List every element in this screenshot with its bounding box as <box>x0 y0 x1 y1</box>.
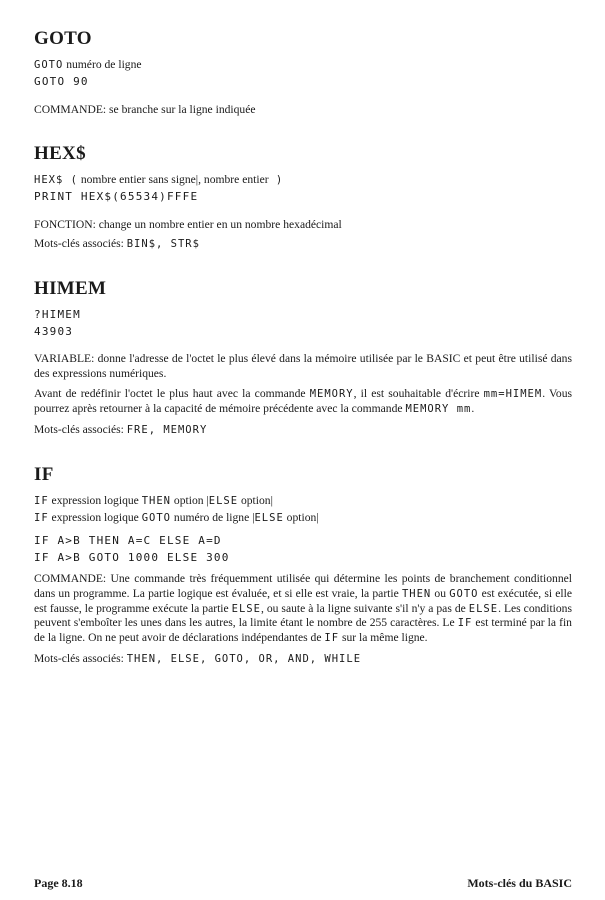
hex-syntax-keyword: HEX$ ( <box>34 174 78 186</box>
section-himem <box>34 278 572 438</box>
goto-example: GOTO 90 <box>34 75 89 88</box>
himem-kw-memory: MEMORY <box>309 388 354 401</box>
hex-related-keywords: BIN$, STR$ <box>126 238 200 250</box>
if-example-then: IF A>B THEN A=C ELSE A=D <box>34 534 222 548</box>
if-syntax-goto: IF expression logique GOTO numéro de ligne |ELSE option| <box>34 511 319 525</box>
hex-syntax <box>34 173 572 187</box>
hex-syntax-close: ) <box>268 174 284 186</box>
footer-chapter-title: Mots-clés du BASIC <box>467 876 572 890</box>
hex-related-label: Mots-clés associés: <box>34 237 127 250</box>
page-footer <box>34 876 572 891</box>
document-page <box>34 28 572 671</box>
himem-kw-memory-mm: MEMORY mm <box>405 402 472 415</box>
if-related-label: Mots-clés associés: <box>34 652 127 666</box>
himem-example-result: 43903 <box>34 325 74 338</box>
himem-example-command: ?HIMEM <box>34 308 81 321</box>
if-description: COMMANDE: Une commande très fréquemment utilisée qui détermine les points de branchement conditionnel dans un programme. La partie logique est évaluée, et si elle est vraie, la partie THEN ou GOTO est exécutée, si elle est fausse, le programme exécute la partie ELSE, ou saute à la ligne suivante s'il n'y a pas de ELSE. Les conditions peuvent s'emboîter les unes dans les autres, la limite étant le nombre de 255 caractères. Le IF est terminé par la fin de la ligne. On ne peut avoir de déclarations indépendantes de IF sur la même ligne. <box>34 572 572 644</box>
if-example-goto: IF A>B GOTO 1000 ELSE 300 <box>34 551 230 565</box>
himem-related-keywords: FRE, MEMORY <box>126 424 208 437</box>
himem-description: VARIABLE: donne l'adresse de l'octet le plus élevé dans la mémoire utilisée par le BASIC et peut être utilisé dans des expressions numériques. <box>34 352 572 380</box>
himem-related <box>34 422 572 438</box>
hex-example: PRINT HEX$(65534)FFFE <box>34 190 199 203</box>
goto-heading: GOTO <box>34 28 92 49</box>
section-hex <box>34 143 572 252</box>
goto-description: COMMANDE: se branche sur la ligne indiquée <box>34 103 256 116</box>
if-syntax-then: IF expression logique THEN option |ELSE option| <box>34 494 273 508</box>
goto-syntax <box>34 58 572 72</box>
if-related <box>34 651 572 667</box>
section-if <box>34 464 572 667</box>
himem-related-label: Mots-clés associés: <box>34 423 127 437</box>
hex-syntax-argument: nombre entier sans signe|, nombre entier <box>77 173 269 186</box>
if-heading: IF <box>34 464 54 486</box>
himem-paragraph-2: Avant de redéfinir l'octet le plus haut avec la commande MEMORY, il est souhaitable d'écrire mm=HIMEM. Vous pourrez après retourner à la capacité de mémoire précédente avec la commande MEMORY mm. <box>34 387 572 415</box>
section-goto <box>34 28 572 117</box>
goto-syntax-keyword: GOTO <box>34 59 64 71</box>
himem-heading: HIMEM <box>34 278 107 299</box>
hex-heading: HEX$ <box>34 143 86 164</box>
goto-syntax-argument: numéro de ligne <box>63 58 142 71</box>
himem-kw-mm-himem: mm=HIMEM <box>483 388 543 401</box>
hex-description: FONCTION: change un nombre entier en un nombre hexadécimal <box>34 218 342 231</box>
hex-related <box>34 236 572 252</box>
if-related-keywords: THEN, ELSE, GOTO, OR, AND, WHILE <box>126 653 362 666</box>
footer-page-number: Page 8.18 <box>34 876 83 890</box>
